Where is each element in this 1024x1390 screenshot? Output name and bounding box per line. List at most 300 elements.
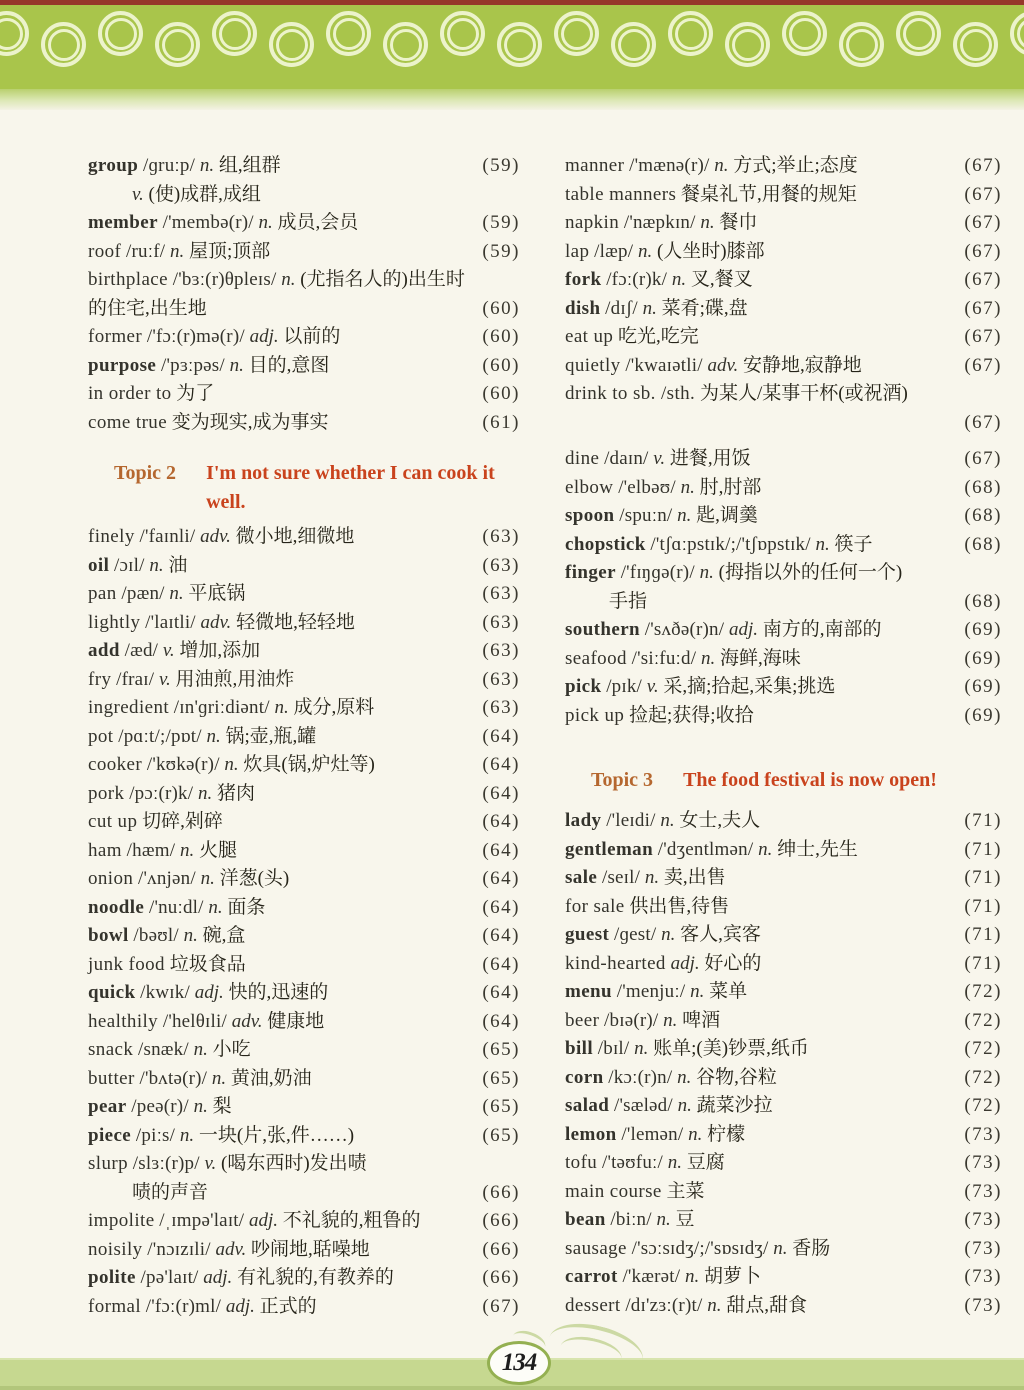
page-ref: (63) [482,526,520,547]
headword: seafood [565,647,627,669]
phonetic: /dɪ'zɜː(r)t/ [625,1294,703,1316]
part-of-speech: n. [193,1096,208,1117]
page-ref: (72) [964,1066,1002,1088]
entry-line [565,559,1002,588]
definition: 平底锅 [188,583,246,604]
headword: pot [88,725,114,747]
phonetic: /'nuːdl/ [149,896,204,918]
glossary-column-right [565,152,1002,1360]
phonetic: /'kʊkə(r)/ [146,754,220,775]
phonetic: /ˌɪmpə'laɪt/ [159,1210,245,1231]
page-ref: (63) [482,640,520,661]
page-ref: (67) [964,411,1002,433]
page-ref: (68) [964,476,1002,498]
entry-text [565,1178,958,1207]
entry-text [88,865,476,894]
definition: 组,组群 [218,155,281,176]
headword: dish [565,297,601,319]
definition: 正式的 [259,1295,317,1317]
definition: 切碎,剁碎 [142,811,223,832]
phonetic: /seɪl/ [601,867,641,888]
circle-ornament-icon [383,22,428,67]
page-ref: (67) [964,212,1002,233]
headword: member [88,212,158,233]
definition: 一块(片,张,件……) [198,1124,355,1146]
page-ref: (69) [964,676,1002,697]
definition: 海鲜,海味 [719,647,801,669]
headword: formal [88,1295,142,1317]
entry-line [565,864,1002,893]
entry-text [88,181,520,210]
entry-line [565,588,1002,617]
page-ref: (73) [964,1237,1002,1259]
phonetic: /'sɔːsɪdʒ/;/'sɒsɪdʒ/ [631,1237,769,1259]
circle-ornament-icon [725,22,770,67]
part-of-speech: n. [700,212,715,233]
entry-text [565,352,958,381]
entry-text [565,893,958,922]
headword: manner [565,155,625,176]
definition: (使)成群,成组 [148,183,261,205]
entry-text [88,922,476,951]
entry-line [565,1149,1002,1178]
entry-text [565,502,958,531]
headword: finely [88,526,135,547]
phonetic: /'nɔɪzɪli/ [147,1238,211,1260]
page-ref: (73) [964,1180,1002,1202]
part-of-speech: adj. [194,982,224,1003]
headword: noisily [88,1238,143,1260]
headword: pick up [565,704,625,726]
definition: 啧的声音 [132,1181,209,1203]
circle-ornament-icon [98,11,143,56]
entry-text [565,380,1002,409]
definition: 方式;举止;态度 [733,155,858,176]
entry-line [88,1236,520,1265]
part-of-speech: n. [183,925,198,946]
page-ref: (66) [482,1267,520,1288]
page-ref: (60) [482,326,520,347]
definition: 微小地,细微地 [235,526,355,547]
definition: 手指 [609,590,648,612]
entry-text [565,445,958,474]
phonetic: /'elbəʊ/ [618,476,676,498]
page-ref: (63) [482,697,520,718]
entry-line [565,1064,1002,1093]
definition: 为某人/某事干杯(或祝酒) [699,383,908,404]
entry-text [565,836,958,865]
page-ref: (60) [482,354,520,376]
entry-line [565,1235,1002,1264]
phonetic: /ɪn'ɡriːdiənt/ [173,697,270,718]
page-ref: (72) [964,1095,1002,1116]
topic-label: Topic 2 [114,462,177,484]
entry-text [88,323,476,352]
headword: eat up [565,326,614,347]
entry-text [565,1092,958,1121]
entry-line [88,1293,520,1322]
part-of-speech: n. [179,839,195,861]
headword: tofu [565,1152,598,1173]
entry-line [88,1093,520,1122]
entry-text [88,837,476,866]
part-of-speech: n. [224,754,239,775]
part-of-speech: n. [699,562,714,583]
entry-line [565,152,1002,181]
part-of-speech: n. [714,155,729,176]
part-of-speech: adj. [729,619,759,640]
definition: 肘,肘部 [699,476,762,498]
headword: salad [565,1095,610,1116]
page-ref: (67) [964,354,1002,376]
headword: guest [565,924,610,945]
page-ref: (73) [964,1152,1002,1173]
part-of-speech: v. [646,676,659,697]
page-ref: (65) [482,1067,520,1089]
part-of-speech: adv. [231,1010,263,1032]
headword: purpose [88,354,157,376]
part-of-speech: n. [707,1294,722,1316]
part-of-speech: n. [179,1124,195,1146]
headword: napkin [565,212,620,233]
page-ref: (60) [482,383,520,404]
entry-line [88,323,520,352]
part-of-speech: n. [193,1039,208,1060]
page-ref: (63) [482,611,520,633]
entry-line [88,751,520,780]
entry-text [565,238,958,267]
headword: table manners [565,183,677,205]
definition: 碗,盒 [202,925,246,946]
definition: 用油煎,用油炸 [175,668,295,690]
page-ref: (66) [482,1181,520,1203]
headword: slurp [88,1153,128,1174]
definition: 卖,出售 [663,867,726,888]
phonetic: /bɪl/ [597,1038,630,1059]
part-of-speech: n. [684,1266,700,1287]
phonetic: /'membə(r)/ [162,212,254,233]
part-of-speech: v. [132,183,144,205]
entry-text [88,1008,476,1037]
part-of-speech: n. [169,583,184,604]
headword: corn [565,1066,604,1088]
definition: 甜点,甜食 [726,1294,807,1316]
entry-line [88,723,520,752]
entry-text [88,780,476,809]
definition: 炊具(锅,炉灶等) [243,754,375,775]
headword: finger [565,562,616,583]
page-ref: (64) [482,953,520,975]
circle-ornament-icon [896,11,941,56]
headword: beer [565,1009,600,1031]
phonetic: /ruːf/ [126,240,166,262]
headword: come true [88,411,168,433]
definition: 目的,意图 [248,354,330,376]
page-ref: (63) [482,668,520,690]
definition: 南方的,南部的 [762,619,882,640]
headword: ingredient [88,697,170,718]
circle-ornament-icon [668,11,713,56]
entry-text [565,673,958,702]
entry-line [88,837,520,866]
glossary-column-left [88,152,520,1360]
definition: 捡起;获得;收拾 [629,704,754,726]
part-of-speech: n. [149,554,164,576]
headword: quietly [565,354,621,376]
phonetic: /bəʊl/ [133,925,179,946]
part-of-speech: n. [637,240,653,262]
part-of-speech: adv. [707,354,739,376]
phonetic: /daɪn/ [604,448,649,469]
part-of-speech: n. [815,533,830,555]
definition: 锅;壶,瓶,罐 [225,725,317,747]
entry-line [88,979,520,1008]
entry-text [88,266,476,323]
headword: main course [565,1180,662,1202]
entry-text [88,523,476,552]
definition: 筷子 [834,533,873,555]
page-ref: (67) [964,297,1002,319]
circle-band [0,5,1024,67]
page-ref: (61) [482,411,520,433]
entry-line [565,474,1002,503]
definition: 匙,调羹 [696,505,758,526]
page-ref: (72) [964,1038,1002,1059]
page-ref: (64) [482,782,520,804]
definition: 梨 [212,1096,232,1117]
entry-line [88,238,520,267]
entry-text [565,209,958,238]
page-ref: (59) [482,155,520,176]
entry-line [565,950,1002,979]
headword: dessert [565,1294,621,1316]
headword: lightly [88,611,141,633]
phonetic: /'kwaɪətli/ [625,354,703,376]
topic-heading [591,766,1002,795]
phonetic: /ɡest/ [613,924,657,945]
entry-text [565,588,958,617]
topic-label: Topic 3 [591,769,654,791]
headword: pan [88,583,117,604]
phonetic: /'fɪŋɡə(r)/ [620,562,695,583]
entry-line [565,181,1002,210]
phonetic: /'laɪtli/ [145,611,196,633]
circle-ornament-icon [41,22,86,67]
phonetic: /'sæləd/ [614,1095,673,1116]
entry-line [565,1007,1002,1036]
entry-text [88,152,476,181]
entry-text [565,1064,958,1093]
part-of-speech: n. [200,868,215,889]
entry-text [88,1207,476,1236]
page-ref: (67) [964,448,1002,469]
phonetic: /'tʃɑːpstɪk/;/'tʃɒpstɪk/ [650,533,811,555]
entry-text [88,979,476,1008]
circle-ornament-icon [212,11,257,56]
headword: gentleman [565,838,654,860]
page-ref: (64) [482,982,520,1003]
entry-line [565,238,1002,267]
definition: 供出售,待售 [629,895,730,917]
entry-line [88,1065,520,1094]
definition: 增加,添加 [179,640,261,661]
part-of-speech: n. [667,1152,682,1173]
page-ref: (65) [482,1124,520,1146]
headword: kind-hearted [565,952,666,974]
page-number: 134 [501,1349,537,1376]
circle-ornament-icon [155,22,200,67]
page-ref: (68) [964,533,1002,555]
entry-text [565,1007,958,1036]
phonetic: /'təʊfuː/ [601,1152,663,1173]
phonetic: /'mænə(r)/ [629,155,710,176]
page-ref: (60) [482,297,520,319]
headword: sale [565,867,598,888]
phonetic: /piːs/ [135,1124,176,1146]
entry-text [565,864,958,893]
page-ref: (72) [964,981,1002,1002]
part-of-speech: n. [258,212,273,233]
definition: 豆腐 [686,1152,725,1173]
page-ref: (67) [964,240,1002,262]
page-ref: (59) [482,212,520,233]
phonetic: /'sʌðə(r)n/ [644,619,725,640]
entry-text [565,474,958,503]
part-of-speech: adj. [225,1295,255,1317]
entry-text [88,1036,476,1065]
entry-line [88,865,520,894]
phonetic: /'kærət/ [622,1266,681,1287]
headword: junk food [88,953,165,975]
phonetic: /snæk/ [138,1039,189,1060]
page-ref: (67) [964,155,1002,176]
page-ref: (67) [964,326,1002,347]
definition: 采,摘;拾起,采集;挑选 [663,676,836,697]
entry-text [88,894,476,923]
topic-heading [114,459,520,517]
entry-line [88,808,520,837]
circle-ornament-icon [326,11,371,56]
entry-line [565,531,1002,560]
definition: 胡萝卜 [703,1266,761,1287]
headword: polite [88,1267,136,1288]
entry-line [565,1178,1002,1207]
phonetic: /'bɜː(r)θpleɪs/ [172,269,277,290]
entry-line [88,552,520,581]
entry-text [565,323,958,352]
page-ref: (64) [482,811,520,832]
part-of-speech: v. [162,640,175,661]
phonetic: /'leɪdi/ [606,810,656,831]
entry-text [88,723,476,752]
page-ref: (64) [482,868,520,889]
page-ref: (64) [482,925,520,946]
entry-text [565,152,958,181]
entry-text [565,1263,958,1292]
entry-text [565,1121,958,1150]
entry-text [565,1149,958,1178]
topic-title: I'm not sure whether I can cook it well. [206,462,495,513]
definition: 吵闹地,聒噪地 [251,1238,370,1260]
part-of-speech: n. [660,810,675,831]
headword: birthplace [88,269,168,290]
headword: sausage [565,1237,627,1259]
page-ref: (73) [964,1209,1002,1230]
phonetic: /læp/ [594,240,634,262]
page-ref: (65) [482,1039,520,1060]
entry-line [565,673,1002,702]
circle-ornament-icon [953,22,998,67]
entry-text [88,951,476,980]
part-of-speech: adj. [249,1210,279,1231]
entry-line [88,1008,520,1037]
circle-ornament-icon [1010,11,1024,56]
phonetic: /'bʌtə(r)/ [139,1067,208,1089]
circle-ornament-icon [611,22,656,67]
entry-line [565,1092,1002,1121]
entry-text [88,1065,476,1094]
entry-text [88,694,476,723]
entry-text [88,409,476,438]
entry-line [88,780,520,809]
phonetic: /slɜː(r)p/ [132,1153,200,1174]
part-of-speech: n. [656,1209,671,1230]
page-ref: (69) [964,619,1002,640]
page-ref: (67) [482,1295,520,1317]
entry-text [565,978,958,1007]
entry-line [88,1122,520,1151]
page-ref: (71) [964,895,1002,917]
definition: 成分,原料 [293,697,375,718]
definition: 快的,迅速的 [228,982,329,1003]
headword: former [88,326,143,347]
entry-line [88,266,520,323]
entry-line [88,209,520,238]
page-ref: (67) [964,269,1002,290]
topic-title: The food festival is now open! [683,769,937,791]
entry-text [565,1292,958,1321]
page-ref: (71) [964,867,1002,888]
definition: 女士,夫人 [679,810,761,831]
headword: chopstick [565,533,646,555]
definition: 好心的 [704,952,762,974]
phonetic: /'fɔː(r)ml/ [145,1295,222,1317]
headword: pork [88,782,125,804]
entry-line [88,666,520,695]
definition: 屋顶;顶部 [188,240,271,262]
entry-line [88,152,520,181]
headword: onion [88,868,134,889]
page-ref: (73) [964,1266,1002,1287]
part-of-speech: n. [677,1066,692,1088]
entry-text [88,808,476,837]
headword: fry [88,668,112,690]
circle-ornament-icon [554,11,599,56]
part-of-speech: n. [688,1123,703,1145]
part-of-speech: v. [204,1153,217,1174]
headword: lap [565,240,590,262]
entry-line [565,1263,1002,1292]
entry-text [565,1206,958,1235]
spacer [565,795,1002,807]
phonetic: /pɪk/ [606,676,643,697]
definition: 香肠 [792,1237,831,1259]
part-of-speech: n. [208,896,223,918]
phonetic: /kwɪk/ [140,982,190,1003]
page-ref: (64) [482,754,520,775]
entry-text [88,1122,476,1151]
entry-text [88,1293,476,1322]
